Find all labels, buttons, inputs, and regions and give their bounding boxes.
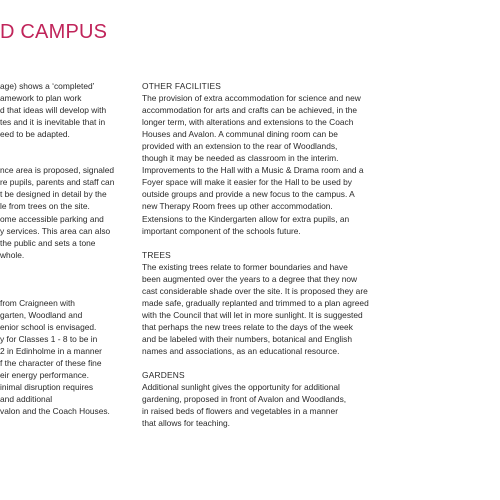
left-line: y services. This area can also bbox=[0, 225, 111, 236]
paragraph-line: gardening, proposed in front of Avalon and Woodlands, bbox=[142, 394, 347, 405]
left-line: 2 in Edinholme in a manner bbox=[0, 346, 102, 357]
paragraph-line: accommodation for arts and crafts can be achieved, in the bbox=[142, 105, 358, 116]
left-line: re pupils, parents and staff can bbox=[0, 177, 115, 188]
paragraph-line: provided with an extension to the rear of Woodlands, bbox=[142, 141, 338, 152]
section-gap bbox=[142, 357, 407, 369]
section-other-facilities bbox=[142, 80, 407, 237]
section-gardens bbox=[142, 369, 407, 429]
left-line: nce area is proposed, signaled bbox=[0, 165, 115, 176]
paragraph-line: longer term, with alterations and extensions to the Coach bbox=[142, 117, 354, 128]
left-line: eir energy performance. bbox=[0, 370, 89, 381]
paragraph-line: names and associations, as an educational resource. bbox=[142, 346, 340, 357]
paragraph-line: been augmented over the years to a degree that they now bbox=[142, 273, 358, 284]
left-line: age) shows a ‘completed’ bbox=[0, 81, 95, 91]
left-line: garten, Woodland and bbox=[0, 309, 83, 320]
paragraph-line: that perhaps the new trees relate to the days of the week bbox=[142, 321, 353, 332]
left-line: valon and the Coach Houses. bbox=[0, 406, 110, 417]
paragraph-line: in raised beds of flowers and vegetables in a manner bbox=[142, 406, 338, 417]
left-line: t be designed in detail by the bbox=[0, 189, 107, 200]
left-line bbox=[0, 140, 130, 152]
paragraph-line: Foyer space will make it easier for the Hall to be used by bbox=[142, 177, 352, 188]
left-line: whole. bbox=[0, 249, 25, 260]
paragraph-line: cast considerable shade over the site. It is proposed they are bbox=[142, 285, 368, 296]
page-heading: D CAMPUS bbox=[0, 21, 108, 43]
section-gap bbox=[142, 237, 407, 249]
left-column-text bbox=[0, 80, 130, 417]
left-line: d that ideas will develop with bbox=[0, 105, 107, 116]
paragraph-line: with the Council that will let in more sunlight. It is suggested bbox=[142, 309, 363, 320]
left-line: from Craigneen with bbox=[0, 297, 75, 308]
section-trees bbox=[142, 249, 407, 357]
section-title: GARDENS bbox=[142, 370, 185, 381]
paragraph-line: Improvements to the Hall with a Music & Drama room and a bbox=[142, 165, 364, 176]
left-line: enior school is envisaged. bbox=[0, 321, 97, 332]
paragraph-line: made safe, gradually replanted and trimmed to a plan agreed bbox=[142, 297, 369, 308]
paragraph-line: Additional sunlight gives the opportunity for additional bbox=[142, 382, 340, 393]
section-title: OTHER FACILITIES bbox=[142, 81, 222, 91]
left-line bbox=[0, 261, 130, 273]
paragraph-line: that allows for teaching. bbox=[142, 418, 230, 429]
paragraph-line: important component of the schools future. bbox=[142, 225, 301, 236]
paragraph-line: The existing trees relate to former boundaries and have bbox=[142, 261, 348, 272]
left-line: ome accessible parking and bbox=[0, 213, 104, 224]
left-line: eed to be adapted. bbox=[0, 129, 70, 140]
left-line bbox=[0, 285, 130, 297]
left-line: inimal disruption requires bbox=[0, 382, 94, 393]
section-title: TREES bbox=[142, 249, 171, 260]
paragraph-line: Houses and Avalon. A communal dining room can be bbox=[142, 129, 338, 140]
paragraph-line: new Therapy Room frees up other accommodation. bbox=[142, 201, 333, 212]
paragraph-line: and be labeled with their numbers, botanical and English bbox=[142, 333, 352, 344]
left-line: tes and it is inevitable that in bbox=[0, 117, 106, 128]
left-line: f the character of these fine bbox=[0, 358, 102, 369]
paragraph-line: outside groups and provide a new focus to the campus. A bbox=[142, 189, 355, 200]
paragraph-line: though it may be needed as classroom in the interim. bbox=[142, 153, 339, 164]
left-line: the public and sets a tone bbox=[0, 237, 96, 248]
left-line: le from trees on the site. bbox=[0, 201, 90, 212]
right-column-text bbox=[142, 80, 407, 429]
left-line bbox=[0, 273, 130, 285]
left-line: amework to plan work bbox=[0, 93, 82, 104]
left-line bbox=[0, 152, 130, 164]
paragraph-line: Extensions to the Kindergarten allow for extra pupils, an bbox=[142, 213, 350, 224]
left-line: y for Classes 1 - 8 to be in bbox=[0, 333, 98, 344]
left-line: and additional bbox=[0, 394, 53, 405]
paragraph-line: The provision of extra accommodation for science and new bbox=[142, 93, 361, 104]
